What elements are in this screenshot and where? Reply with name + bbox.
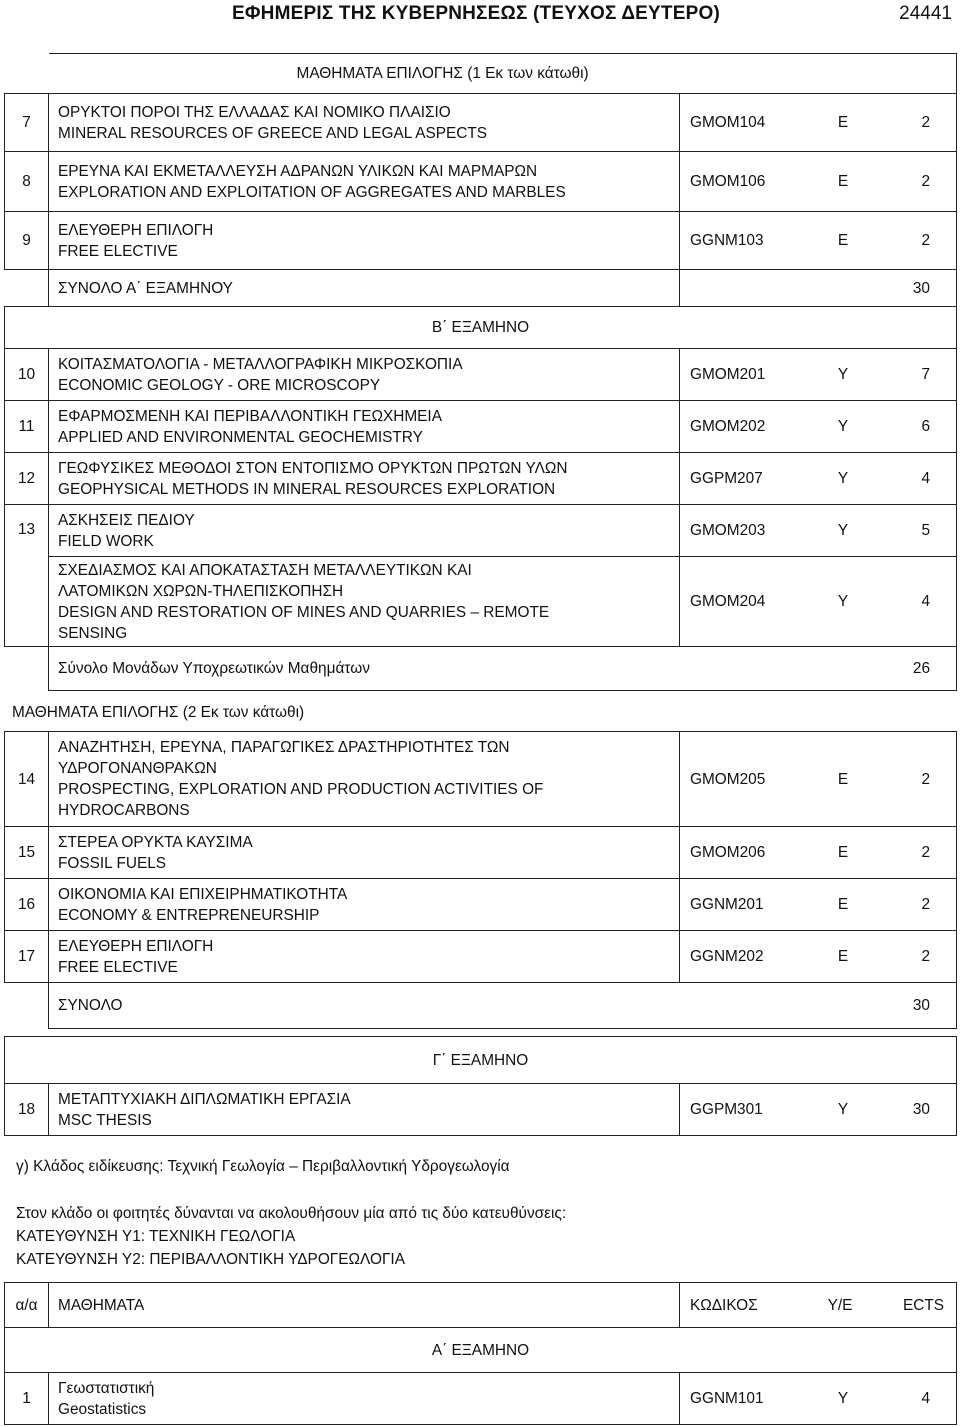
total-row: Σύνολο Μονάδων Υποχρεωτικών Μαθημάτων 26: [5, 647, 957, 691]
table-semester-a-electives: [4, 53, 957, 307]
gazette-title: ΕΦΗΜΕΡΙΣ ΤΗΣ ΚΥΒΕΡΝΗΣΕΩΣ (ΤΕΥΧΟΣ ΔΕΥΤΕΡΟ): [232, 3, 720, 24]
table-row: 8 ΕΡΕΥΝΑ ΚΑΙ ΕΚΜΕΤΑΛΛΕΥΣΗ ΑΔΡΑΝΩΝ ΥΛΙΚΩΝ ΚΑΙ ΜΑΡΜΑΡΩΝ EXPLORATION AND EXPLOITATION OF AGGREGATES AND MARBLES GMOM106 E 2: [5, 152, 957, 212]
table-row: 7 ΟΡΥΚΤΟΙ ΠΟΡΟΙ ΤΗΣ ΕΛΛΑΔΑΣ ΚΑΙ ΝΟΜΙΚΟ ΠΛΑΙΣΙΟ MINERAL RESOURCES OF GREECE AND LEGAL ASPECTS GMOM104 E 2: [5, 94, 957, 152]
total-row: ΣΥΝΟΛΟ 30: [5, 983, 957, 1029]
direction-1: ΚΑΤΕΥΘΥΝΣΗ Υ1: ΤΕΧΝΙΚΗ ΓΕΩΛΟΓΙΑ: [16, 1228, 296, 1245]
branch-heading: γ) Κλάδος ειδίκευσης: Τεχνική Γεωλογία – Περιβαλλοντική Υδρογεωλογία: [16, 1158, 510, 1175]
semester-title: Β΄ ΕΞΑΜΗΝΟ: [5, 307, 957, 349]
section-title: ΜΑΘΗΜΑΤΑ ΕΠΙΛΟΓΗΣ (1 Εκ των κάτωθι): [49, 54, 957, 94]
semester-title: Α΄ ΕΞΑΜΗΝΟ: [5, 1328, 957, 1373]
page-header: [0, 0, 960, 34]
table-header-row: α/α ΜΑΘΗΜΑΤΑ ΚΩΔΙΚΟΣ Υ/Ε ECTS: [5, 1283, 957, 1328]
table-semester-c: [4, 1036, 957, 1136]
table-branch-courses: [4, 1282, 957, 1425]
table-semester-b: [4, 306, 957, 691]
directions-intro: Στον κλάδο οι φοιτητές δύνανται να ακολουθήσουν μία από τις δύο κατευθύνσεις:: [16, 1205, 567, 1222]
total-row: ΣΥΝΟΛΟ Α΄ ΕΞΑΜΗΝΟΥ 30: [5, 270, 957, 307]
table-row: 15 ΣΤΕΡΕΑ ΟΡΥΚΤΑ ΚΑΥΣΙΜΑ FOSSIL FUELS GMOM206 E 2: [5, 827, 957, 879]
table-row: 18 ΜΕΤΑΠΤΥΧΙΑΚΗ ΔΙΠΛΩΜΑΤΙΚΗ ΕΡΓΑΣΙΑ MSC THESIS GGPM301 Y 30: [5, 1084, 957, 1136]
semester-title: Γ΄ ΕΞΑΜΗΝΟ: [5, 1037, 957, 1084]
table-row: ΣΧΕΔΙΑΣΜΟΣ ΚΑΙ ΑΠΟΚΑΤΑΣΤΑΣΗ ΜΕΤΑΛΛΕΥΤΙΚΩΝ ΚΑΙ ΛΑΤΟΜΙΚΩΝ ΧΩΡΩΝ-ΤΗΛΕΠΙΣΚΟΠΗΣΗ DESIGN AND RESTORATION OF MINES AND QUARRIES – REMOTE SENSING GMOM204 Y 4: [5, 557, 957, 647]
table-row: 9 ΕΛΕΥΘΕΡΗ ΕΠΙΛΟΓΗ FREE ELECTIVE GGNM103 E 2: [5, 212, 957, 270]
table-row: 10 ΚΟΙΤΑΣΜΑΤΟΛΟΓΙΑ - ΜΕΤΑΛΛΟΓΡΑΦΙΚΗ ΜΙΚΡΟΣΚΟΠΙΑ ECONOMIC GEOLOGY - ORE MICROSCOPY GMOM201 Y 7: [5, 349, 957, 401]
table-row: 12 ΓΕΩΦΥΣΙΚΕΣ ΜΕΘΟΔΟΙ ΣΤΟΝ ΕΝΤΟΠΙΣΜΟ ΟΡΥΚΤΩΝ ΠΡΩΤΩΝ ΥΛΩΝ GEOPHYSICAL METHODS IN MINERAL RESOURCES EXPLORATION GGPM207 Y 4: [5, 453, 957, 505]
table-row: 1 Γεωστατιστική Geostatistics GGNM101 Y 4: [5, 1373, 957, 1425]
page-number: 24441: [899, 3, 952, 24]
table-row: 16 ΟΙΚΟΝΟΜΙΑ ΚΑΙ ΕΠΙΧΕΙΡΗΜΑΤΙΚΟΤΗΤΑ ECONOMY & ENTREPRENEURSHIP GGNM201 E 2: [5, 879, 957, 931]
table-row: 17 ΕΛΕΥΘΕΡΗ ΕΠΙΛΟΓΗ FREE ELECTIVE GGNM202 E 2: [5, 931, 957, 983]
table-row: 13 ΑΣΚΗΣΕΙΣ ΠΕΔΙΟΥ FIELD WORK GMOM203 Y 5: [5, 505, 957, 557]
electives-2-heading: ΜΑΘΗΜΑΤΑ ΕΠΙΛΟΓΗΣ (2 Εκ των κάτωθι): [12, 704, 305, 721]
table-row: 14 ΑΝΑΖΗΤΗΣΗ, ΕΡΕΥΝΑ, ΠΑΡΑΓΩΓΙΚΕΣ ΔΡΑΣΤΗΡΙΟΤΗΤΕΣ ΤΩΝ ΥΔΡΟΓΟΝΑΝΘΡΑΚΩΝ PROSPECTING, EXPLORATION AND PRODUCTION ACTIVITIES OF HYDROCARBONS GMOM205 E 2: [5, 732, 957, 827]
direction-2: ΚΑΤΕΥΘΥΝΣΗ Υ2: ΠΕΡΙΒΑΛΛΟΝΤΙΚΗ ΥΔΡΟΓΕΩΛΟΓΙΑ: [16, 1251, 405, 1268]
table-row: 11 ΕΦΑΡΜΟΣΜΕΝΗ ΚΑΙ ΠΕΡΙΒΑΛΛΟΝΤΙΚΗ ΓΕΩΧΗΜΕΙΑ APPLIED AND ENVIRONMENTAL GEOCHEMISTRY GMOM202 Y 6: [5, 401, 957, 453]
table-semester-b-electives: [4, 731, 957, 1029]
